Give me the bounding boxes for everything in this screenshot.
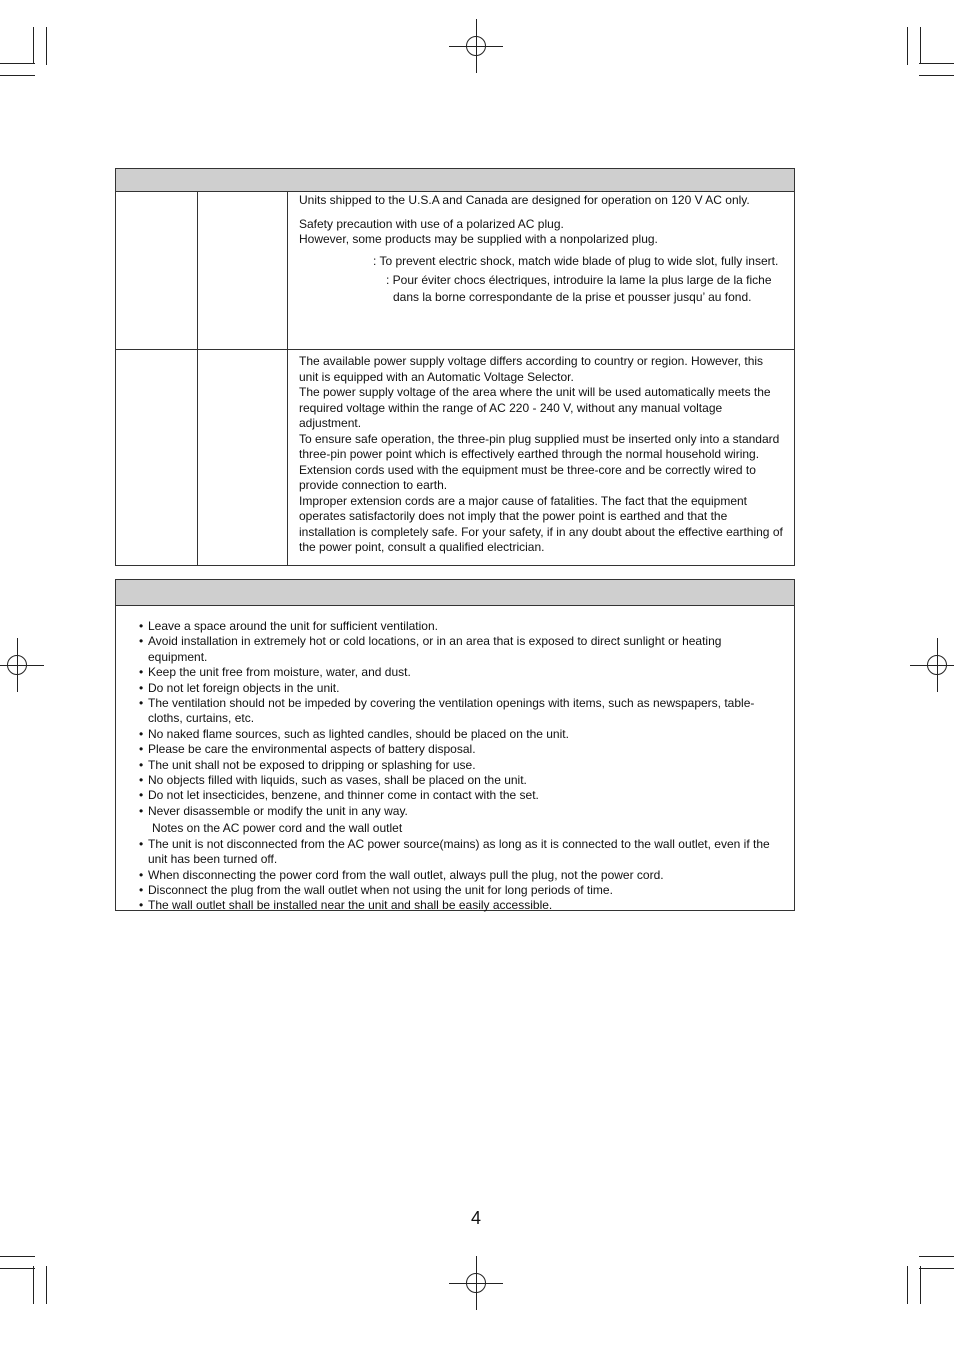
list-item: • No naked flame sources, such as lighted candles, should be placed on the unit. [139,726,569,741]
power-supply-table [115,168,795,566]
registration-mark-right [927,655,947,675]
table-header-bar [116,169,794,192]
list-item: • The ventilation should not be impeded by covering the ventilation openings with items, such as newspapers, table-cloths, curtains, etc. [139,696,755,726]
table-cell-model [198,350,288,565]
registration-mark-left [7,655,27,675]
list-item: • Never disassemble or modify the unit in any way. [139,803,408,818]
ac-power-notes-heading: Notes on the AC power cord and the wall outlet [152,821,403,836]
table-cell-model [198,192,288,349]
nonpolarized-plug-text: However, some products may be supplied with a nonpolarized plug. [299,232,658,246]
list-item: • Do not let insecticides, benzene, and thinner come in contact with the set. [139,788,539,803]
list-item: • Leave a space around the unit for sufficient ventilation. [139,619,438,633]
page-number: 4 [470,1208,481,1228]
table-cell-description [288,350,794,556]
table-row-other-regions [116,350,794,565]
table-cell-region [116,350,198,565]
registration-mark-bottom [466,1273,486,1293]
polarized-plug-text: Safety precaution with use of a polarized AC plug. [299,216,564,231]
list-item: • Please be care the environmental aspects of battery disposal. [139,742,476,757]
precautions-box [115,579,795,911]
list-item: • The wall outlet shall be installed near the unit and shall be easily accessible. [139,898,553,913]
registration-mark-top [466,36,486,56]
precautions-header-bar [116,580,794,606]
usa-canada-voltage-text: Units shipped to the U.S.A and Canada are designed for operation on 120 V AC only. [299,193,750,207]
list-item: • The unit is not disconnected from the AC power source(mains) as long as it is connected to the wall outlet, even if the unit has been turned off. [139,836,770,867]
list-item: • The unit shall not be exposed to dripping or splashing for use. [139,757,476,772]
plug-caution-french: : Pour éviter chocs électriques, introduire la lame la plus large de la fiche dans la borne correspondante de la prise et pousser jusqu’ au fond. [386,272,772,304]
list-item: • Avoid installation in extremely hot or cold locations, or in an area that is exposed to direct sunlight or heating equipment. [139,634,722,664]
table-cell-description [288,192,794,307]
list-item: • Keep the unit free from moisture, water, and dust. [139,665,411,680]
table-cell-region [116,192,198,349]
list-item: • Do not let foreign objects in the unit. [139,680,340,695]
automatic-voltage-text: The available power supply voltage differs according to country or region. However, this unit is equipped with an Automatic Voltage Selector. The power supply voltage of the area where the unit will be used automatically meets the required voltage within the range of AC 220 - 240 V, without any manual voltage adjustment. To ensure safe operation, the three-pin plug supplied must be inserted only into a standard three-pin power point which is effectively earthed through the normal household wiring. Extension cords used with the equipment must be three-core and be correctly wired to provide connection to earth. Improper extension cords are a major cause of fatalities. The fact that the equipment operates satisfactorily does not imply that the power point is earthed and that the installation is completely safe. For your safety, if in any doubt about the effective earthing of the power point, consult a qualified electrician. [299,354,783,554]
list-item: • Disconnect the plug from the wall outlet when not using the unit for long periods of time. [139,882,613,897]
precautions-list [116,606,794,916]
list-item: • No objects filled with liquids, such as vases, shall be placed on the unit. [139,773,527,788]
table-row-usa-canada [116,192,794,350]
list-item: • When disconnecting the power cord from the wall outlet, always pull the plug, not the power cord. [139,867,664,882]
plug-caution-english: : To prevent electric shock, match wide blade of plug to wide slot, fully insert. [373,253,779,268]
